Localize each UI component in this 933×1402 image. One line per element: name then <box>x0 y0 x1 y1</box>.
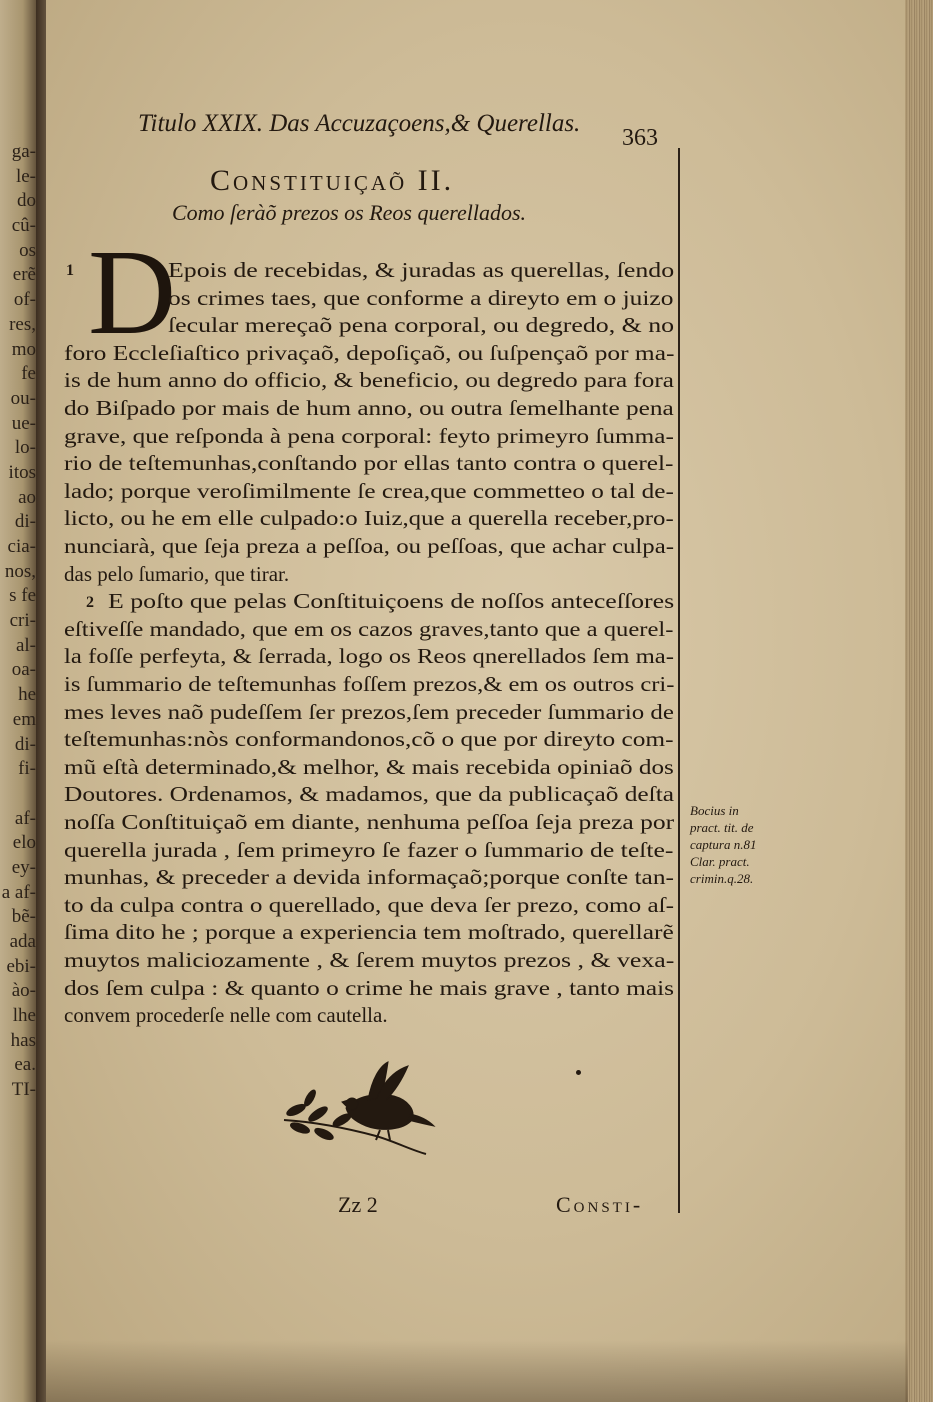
text-line: Epois de recebidas, & juradas as querellas, ſendo <box>168 258 675 282</box>
facing-page-fragment: ào- <box>11 980 36 1002</box>
text-line: la foſſe perfeyta, & ſerrada, logo os Reos qnerellados ſem ma- <box>64 644 674 669</box>
facing-page-fragment: lhe <box>12 1005 36 1027</box>
text-line: rio de teſtemunhas,conſtando por ellas tanto contra o querel- <box>64 451 674 476</box>
text-line: os crimes taes, que conforme a direyto em o juizo <box>168 285 674 310</box>
marginal-note-line: Clar. pract. <box>690 854 750 869</box>
text-line: dos ſem culpa : & quanto o crime he mais grave , tanto mais <box>64 975 675 1000</box>
facing-page-fragment: do <box>17 190 36 212</box>
facing-page-fragment: nos, <box>4 560 36 582</box>
facing-page-fragment: ada <box>9 931 36 952</box>
text-line: munhas, & preceder a devida informaçaõ;porque conſte tan- <box>64 865 674 890</box>
facing-page-fragment: s fe <box>9 585 36 607</box>
paragraph-number-1: 1 <box>66 262 74 279</box>
facing-page-fragment: fi- <box>18 758 36 780</box>
facing-page-fragment <box>0 782 36 807</box>
facing-page-fragment: ey- <box>11 856 36 878</box>
page-shadow <box>46 1340 908 1402</box>
paragraph-number-2: 2 <box>86 594 94 611</box>
facing-page-fragment: ue- <box>11 412 36 434</box>
text-line: E poſto que pelas Conſtituiçoens de noſſos anteceſſores <box>108 589 675 614</box>
constitution-title: Constituiçaõ II. <box>210 164 455 197</box>
text-line: is ſummario de teſtemunhas foſſem prezos,& em os outros cri- <box>64 672 675 696</box>
text-line: convem procederſe nelle com cautella. <box>64 1003 388 1028</box>
facing-page-fragment: a af- <box>1 881 36 903</box>
marginal-note-line: pract. tit. de <box>690 820 754 835</box>
marginal-note-line: captura n.81 <box>690 837 757 852</box>
facing-page-fragment: elo <box>12 832 36 854</box>
catchword: Consti- <box>556 1192 644 1217</box>
text-line: to da culpa contra o querellado, que deva ſer prezo, como aſ- <box>64 892 675 917</box>
margin-rule <box>678 148 680 1213</box>
text-line: nunciarà, que ſeja preza a peſſoa, ou peſſoas, que achar culpa- <box>64 534 674 558</box>
facing-page-fragment: di- <box>14 733 36 755</box>
page-number: 363 <box>622 125 658 151</box>
text-line: licto, ou he em elle culpado:o Iuiz,que a querella receber,pro- <box>64 506 674 531</box>
facing-page-fragment: os <box>19 239 36 261</box>
facing-page-fragment: ea. <box>14 1054 36 1076</box>
facing-page-fragment: al- <box>15 634 36 656</box>
text-line: ſima dito he ; porque a experiencia tem moſtrado, querellarẽ <box>64 920 674 945</box>
text-line: ſecular mereçaõ pena corporal, ou degredo, & no <box>168 313 675 338</box>
facing-page-fragment: cri- <box>9 610 36 632</box>
running-head: Titulo XXIX. Das Accuzaçoens,& Querellas. <box>138 110 581 137</box>
facing-page-fragment: lo- <box>14 437 36 459</box>
signature-mark: Zz 2 <box>338 1192 378 1217</box>
text-line: grave, que reſponda à pena corporal: feyto primeyro ſumma- <box>64 423 674 448</box>
drop-cap: D <box>88 225 177 360</box>
text-line: lado; porque veroſimilmente ſe crea,que commetteo o tal de- <box>64 478 674 503</box>
text-line: Doutores. Ordenamos, & madamos, que da publicaçaõ deſta <box>64 782 675 807</box>
facing-page-fragment: ebi- <box>6 955 36 977</box>
facing-page-fragment: em <box>12 708 36 730</box>
page-stack-edge <box>905 0 933 1402</box>
text-line: mes leves naõ pudeſſem ſer prezos,ſem preceder ſummario de <box>64 699 674 724</box>
facing-page-fragment: af- <box>14 807 36 829</box>
marginal-note <box>690 802 780 887</box>
facing-page-text-fragments <box>0 140 36 1103</box>
facing-page-fragment: TI- <box>11 1079 36 1101</box>
text-line: eſtiveſſe mandado, que em os cazos graves,tanto que a querel- <box>64 616 674 641</box>
facing-page-fragment: has <box>10 1029 36 1051</box>
facing-page-fragment: cia- <box>7 536 36 557</box>
facing-page-edge <box>0 0 38 1402</box>
facing-page-fragment: res, <box>9 313 36 335</box>
text-line: foro Eccleſiaſtico privaçaõ, depoſiçaõ, ou ſuſpençaõ por ma- <box>64 340 675 365</box>
constitution-subtitle: Como ſeràõ prezos os Reos querellados. <box>172 200 527 225</box>
text-line: do Biſpado por mais de hum anno, ou outra ſemelhante pena <box>64 396 674 420</box>
facing-page-fragment: le- <box>15 165 36 187</box>
marginal-note-line: crimin.q.28. <box>690 871 754 886</box>
facing-page-fragment: ga- <box>11 141 36 162</box>
text-line: querella jurada , ſem primeyro ſe fazer o ſummario de teſte- <box>64 837 674 862</box>
facing-page-fragment: mo <box>11 338 36 360</box>
text-line: noſſa Conſtituiçaõ em diante, nenhuma peſſoa ſeja preza por <box>64 810 675 834</box>
facing-page-fragment: cû- <box>11 215 36 237</box>
facing-page-fragment: fe <box>21 363 36 385</box>
facing-page-fragment: itos <box>8 461 36 483</box>
facing-page-fragment: bẽ- <box>11 906 36 928</box>
facing-page-fragment: di- <box>14 511 36 533</box>
marginal-note-line: Bocius in <box>690 803 739 818</box>
text-line: mũ eſtà determinado,& melhor, & mais recebida opiniaõ dos <box>64 754 674 779</box>
text-line: muytos maliciozamente , & ſerem muytos prezos , & vexa- <box>64 948 675 972</box>
facing-page-fragment: ou- <box>10 387 36 409</box>
text-line: teſtemunhas:nòs conformandonos,cõ o que por direyto com- <box>64 727 674 752</box>
facing-page-fragment: erẽ <box>12 264 36 286</box>
ink-speck <box>576 1070 581 1075</box>
facing-page-fragment: oa- <box>11 659 36 681</box>
facing-page-fragment: ao <box>18 486 36 508</box>
facing-page-fragment: of- <box>13 289 36 311</box>
bird-with-branch-ornament <box>276 1058 436 1158</box>
text-line: is de hum anno do officio, & beneficio, ou degredo para fora <box>64 368 674 393</box>
text-line: das pelo ſumario, que tirar. <box>64 561 290 586</box>
facing-page-fragment: he <box>18 684 36 706</box>
